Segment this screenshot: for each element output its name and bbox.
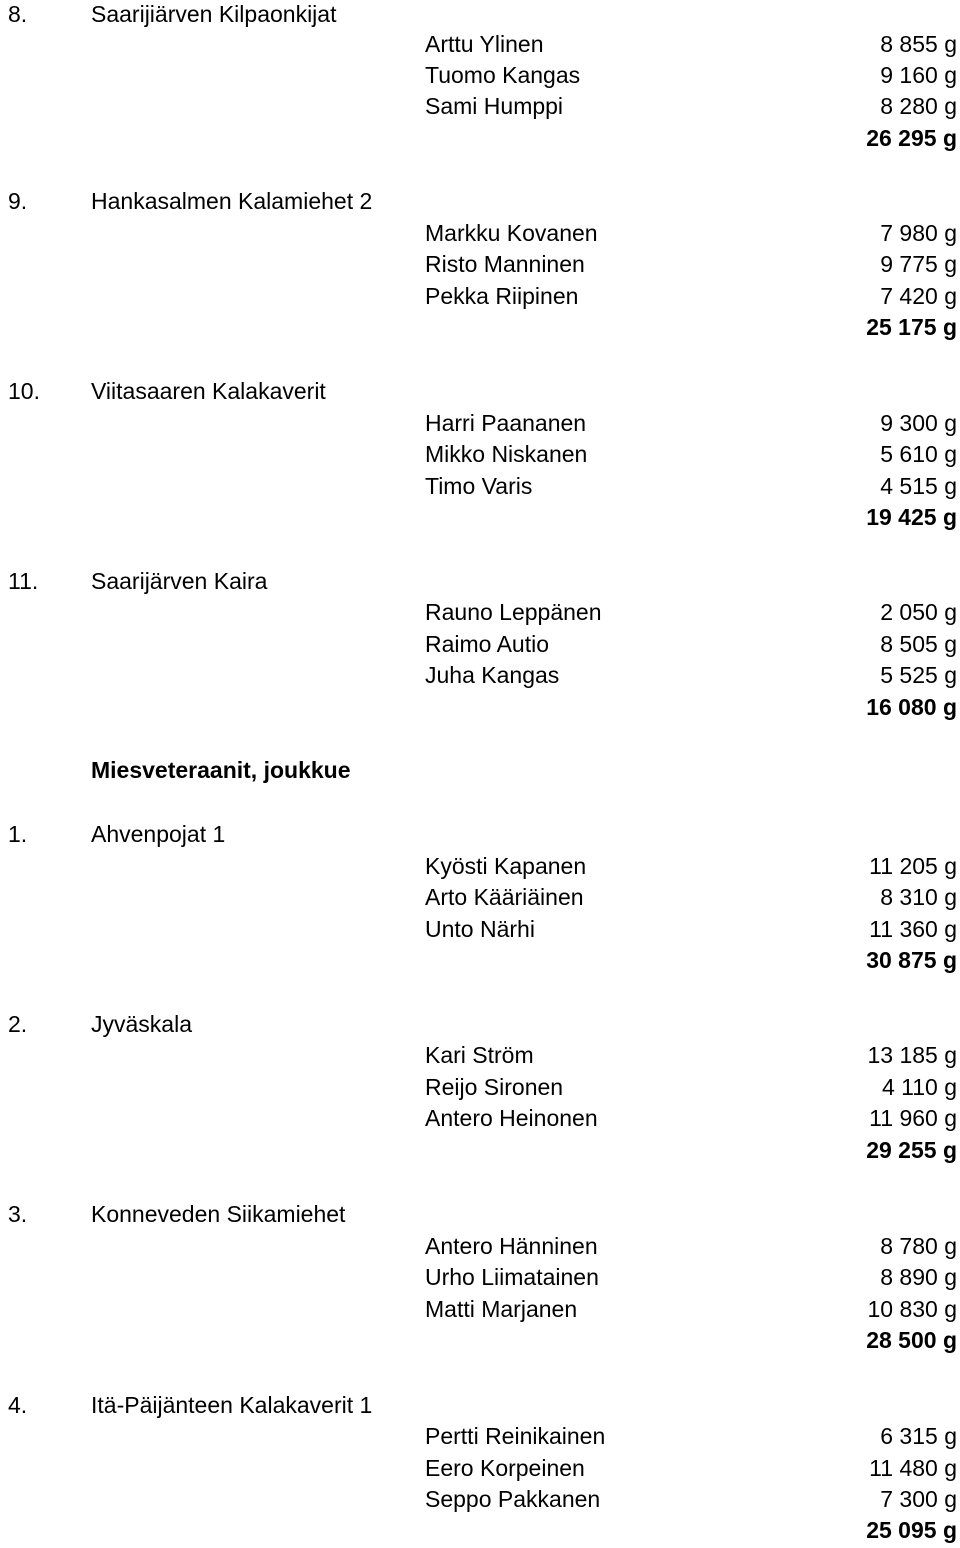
member-name: Risto Manninen xyxy=(425,251,585,277)
team-total: 30 875 g xyxy=(866,947,957,973)
member-name: Reijo Sironen xyxy=(425,1074,564,1100)
member-weight: 10 830 g xyxy=(867,1296,957,1322)
member-weight: 2 050 g xyxy=(880,599,957,625)
member-weight: 8 280 g xyxy=(880,93,957,119)
team-name: Saarijärven Kaira xyxy=(91,568,268,594)
member-weight: 8 890 g xyxy=(880,1264,957,1290)
team-rank: 4. xyxy=(8,1392,28,1418)
member-weight: 5 525 g xyxy=(880,662,957,688)
member-name: Unto Närhi xyxy=(425,916,535,942)
team-name: Jyväskala xyxy=(91,1011,192,1037)
team-total: 19 425 g xyxy=(866,504,957,530)
member-weight: 7 420 g xyxy=(880,283,957,309)
member-weight: 7 300 g xyxy=(880,1486,957,1512)
team-total: 25 095 g xyxy=(866,1517,957,1543)
member-name: Pekka Riipinen xyxy=(425,283,579,309)
team-name: Konneveden Siikamiehet xyxy=(91,1201,346,1227)
team-rank: 10. xyxy=(8,378,40,404)
member-weight: 13 185 g xyxy=(867,1042,957,1068)
member-weight: 8 310 g xyxy=(880,884,957,910)
team-total: 25 175 g xyxy=(866,314,957,340)
member-weight: 9 160 g xyxy=(880,62,957,88)
member-weight: 6 315 g xyxy=(880,1423,957,1449)
member-name: Seppo Pakkanen xyxy=(425,1486,601,1512)
member-name: Eero Korpeinen xyxy=(425,1455,585,1481)
member-name: Sami Humppi xyxy=(425,93,564,119)
member-name: Mikko Niskanen xyxy=(425,441,588,467)
team-rank: 1. xyxy=(8,821,28,847)
team-total: 26 295 g xyxy=(866,125,957,151)
team-rank: 2. xyxy=(8,1011,28,1037)
member-name: Antero Hänninen xyxy=(425,1233,598,1259)
member-name: Kyösti Kapanen xyxy=(425,853,587,879)
member-name: Antero Heinonen xyxy=(425,1105,598,1131)
member-name: Timo Varis xyxy=(425,473,533,499)
team-name: Viitasaaren Kalakaverit xyxy=(91,378,326,404)
member-name: Raimo Autio xyxy=(425,631,550,657)
member-name: Arto Kääriäinen xyxy=(425,884,584,910)
team-rank: 11. xyxy=(8,568,39,594)
member-name: Kari Ström xyxy=(425,1042,534,1068)
member-weight: 4 110 g xyxy=(881,1074,957,1100)
member-name: Juha Kangas xyxy=(425,662,560,688)
member-weight: 4 515 g xyxy=(880,473,957,499)
team-total: 29 255 g xyxy=(866,1137,957,1163)
member-weight: 11 360 g xyxy=(869,916,957,942)
team-name: Itä-Päijänteen Kalakaverit 1 xyxy=(91,1392,373,1418)
member-weight: 8 855 g xyxy=(880,31,957,57)
member-name: Markku Kovanen xyxy=(425,220,598,246)
member-name: Arttu Ylinen xyxy=(425,31,544,57)
team-name: Ahvenpojat 1 xyxy=(91,821,226,847)
team-rank: 3. xyxy=(8,1201,28,1227)
member-name: Harri Paananen xyxy=(425,410,587,436)
member-weight: 8 505 g xyxy=(880,631,957,657)
member-name: Tuomo Kangas xyxy=(425,62,581,88)
team-total: 28 500 g xyxy=(866,1327,957,1353)
member-weight: 9 300 g xyxy=(880,410,957,436)
member-name: Rauno Leppänen xyxy=(425,599,602,625)
member-weight: 11 960 g xyxy=(869,1105,957,1131)
member-weight: 8 780 g xyxy=(880,1233,957,1259)
team-rank: 8. xyxy=(8,1,28,27)
member-weight: 5 610 g xyxy=(880,441,957,467)
section-heading: Miesveteraanit, joukkue xyxy=(91,757,351,783)
member-weight: 9 775 g xyxy=(880,251,957,277)
member-weight: 11 480 g xyxy=(869,1455,957,1481)
member-name: Matti Marjanen xyxy=(425,1296,578,1322)
member-name: Urho Liimatainen xyxy=(425,1264,599,1290)
team-name: Saarijiärven Kilpaonkijat xyxy=(91,1,337,27)
member-weight: 11 205 g xyxy=(869,853,957,879)
member-weight: 7 980 g xyxy=(880,220,957,246)
team-rank: 9. xyxy=(8,188,28,214)
team-total: 16 080 g xyxy=(866,694,957,720)
member-name: Pertti Reinikainen xyxy=(425,1423,606,1449)
team-name: Hankasalmen Kalamiehet 2 xyxy=(91,188,373,214)
